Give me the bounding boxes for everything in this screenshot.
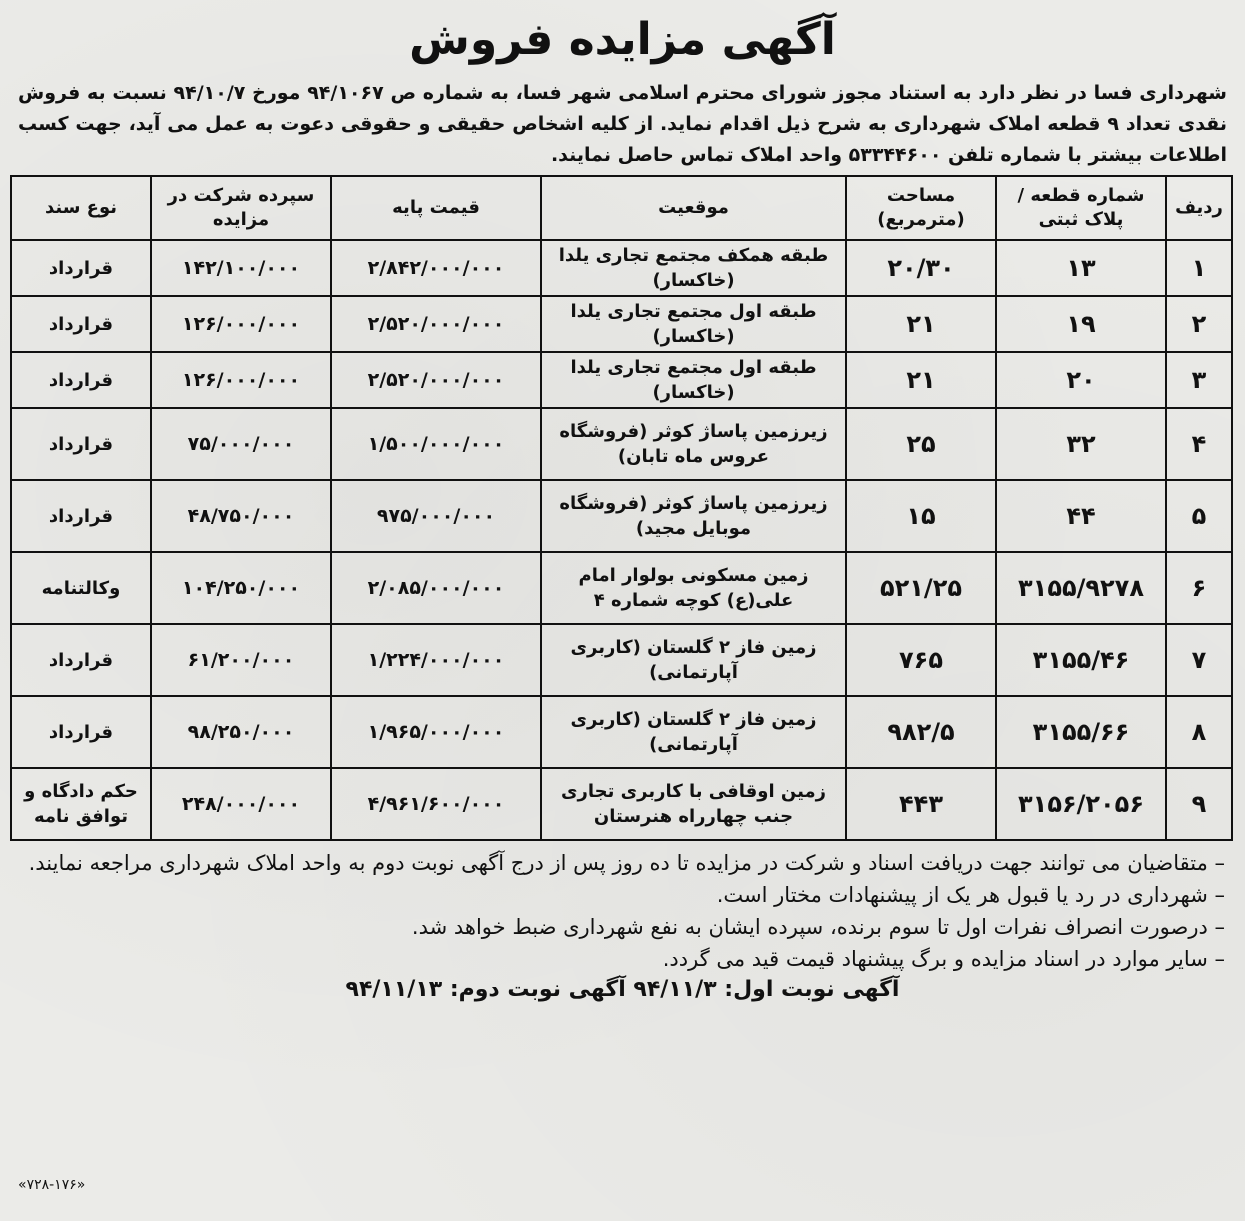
- cell-location: طبقه همکف مجتمع تجاری یلدا (خاکسار): [541, 240, 846, 296]
- notice-conditions: [12, 847, 1233, 975]
- cell-row-number: ۲: [1166, 296, 1232, 352]
- cell-doc-type: قرارداد: [11, 408, 151, 480]
- cell-row-number: ۶: [1166, 552, 1232, 624]
- cell-location: زمین اوقافی با کاربری تجاری جنب چهارراه هنرستان: [541, 768, 846, 840]
- cell-plot-number: ۳۱۵۵/۶۶: [996, 696, 1166, 768]
- cell-plot-number: ۴۴: [996, 480, 1166, 552]
- publication-dates: آگهی نوبت اول: ۹۴/۱۱/۳ آگهی نوبت دوم: ۹۴/۱۱/۱۳: [345, 977, 900, 1002]
- condition-item: – شهرداری در رد یا قبول هر یک از پیشنهادات مختار است.: [716, 883, 1225, 907]
- cell-plot-number: ۱۹: [996, 296, 1166, 352]
- cell-row-number: ۵: [1166, 480, 1232, 552]
- table-row: [11, 352, 1232, 408]
- condition-item: – سایر موارد در اسناد مزایده و برگ پیشنهاد قیمت قید می گردد.: [662, 947, 1225, 971]
- cell-location: طبقه اول مجتمع تجاری یلدا (خاکسار): [541, 296, 846, 352]
- condition-item: – متقاضیان می توانند جهت دریافت اسناد و شرکت در مزایده تا ده روز پس از درج آگهی نوبت دوم به واحد املاک شهرداری مراجعه نمایند.: [28, 851, 1225, 875]
- notice-title: آگهی مزایده فروش: [409, 14, 836, 65]
- table-row: [11, 624, 1232, 696]
- cell-base-price: ۱/۹۶۵/۰۰۰/۰۰۰: [331, 696, 541, 768]
- cell-area: ۲۱: [846, 352, 996, 408]
- cell-deposit: ۴۸/۷۵۰/۰۰۰: [151, 480, 331, 552]
- cell-location: زیرزمین پاساژ کوثر (فروشگاه عروس ماه تابان): [541, 408, 846, 480]
- cell-area: ۲۱: [846, 296, 996, 352]
- header-plot-number: شماره قطعه / پلاک ثبتی: [996, 176, 1166, 240]
- cell-plot-number: ۳۱۵۵/۴۶: [996, 624, 1166, 696]
- header-location: موقعیت: [541, 176, 846, 240]
- cell-location: زیرزمین پاساژ کوثر (فروشگاه موبایل مجید): [541, 480, 846, 552]
- cell-doc-type: وکالتنامه: [11, 552, 151, 624]
- cell-base-price: ۲/۵۲۰/۰۰۰/۰۰۰: [331, 296, 541, 352]
- cell-location: زمین مسکونی بولوار امام علی(ع) کوچه شماره ۴: [541, 552, 846, 624]
- cell-location: طبقه اول مجتمع تجاری یلدا (خاکسار): [541, 352, 846, 408]
- header-row-number: ردیف: [1166, 176, 1232, 240]
- cell-deposit: ۹۸/۲۵۰/۰۰۰: [151, 696, 331, 768]
- cell-row-number: ۷: [1166, 624, 1232, 696]
- cell-plot-number: ۳۲: [996, 408, 1166, 480]
- table-row: [11, 480, 1232, 552]
- cell-deposit: ۷۵/۰۰۰/۰۰۰: [151, 408, 331, 480]
- table-row: [11, 240, 1232, 296]
- cell-doc-type: قرارداد: [11, 352, 151, 408]
- cell-doc-type: قرارداد: [11, 624, 151, 696]
- cell-row-number: ۹: [1166, 768, 1232, 840]
- cell-area: ۹۸۲/۵: [846, 696, 996, 768]
- cell-row-number: ۱: [1166, 240, 1232, 296]
- reference-code: «۷۲۸-۱۷۶»: [18, 1177, 86, 1193]
- table-row: [11, 552, 1232, 624]
- condition-item: – درصورت انصراف نفرات اول تا سوم برنده، سپرده ایشان به نفع شهرداری ضبط خواهد شد.: [411, 915, 1225, 939]
- header-area: مساحت (مترمربع): [846, 176, 996, 240]
- table-row: [11, 768, 1232, 840]
- cell-area: ۴۴۳: [846, 768, 996, 840]
- cell-area: ۱۵: [846, 480, 996, 552]
- cell-row-number: ۸: [1166, 696, 1232, 768]
- cell-plot-number: ۲۰: [996, 352, 1166, 408]
- cell-base-price: ۹۷۵/۰۰۰/۰۰۰: [331, 480, 541, 552]
- cell-area: ۲۰/۳۰: [846, 240, 996, 296]
- header-doc-type: نوع سند: [11, 176, 151, 240]
- table-row: [11, 296, 1232, 352]
- cell-base-price: ۲/۵۲۰/۰۰۰/۰۰۰: [331, 352, 541, 408]
- table-row: [11, 408, 1232, 480]
- cell-base-price: ۱/۵۰۰/۰۰۰/۰۰۰: [331, 408, 541, 480]
- cell-plot-number: ۱۳: [996, 240, 1166, 296]
- header-deposit: سپرده شرکت در مزایده: [151, 176, 331, 240]
- cell-row-number: ۳: [1166, 352, 1232, 408]
- cell-deposit: ۱۲۶/۰۰۰/۰۰۰: [151, 296, 331, 352]
- table-header-row: [11, 176, 1232, 240]
- cell-plot-number: ۳۱۵۶/۲۰۵۶: [996, 768, 1166, 840]
- cell-location: زمین فاز ۲ گلستان (کاربری آپارتمانی): [541, 624, 846, 696]
- notice-intro: شهرداری فسا در نظر دارد به استناد مجوز شورای محترم اسلامی شهر فسا، به شماره ص ۹۴/۱۰۶۷ مورخ ۹۴/۱۰/۷ نسبت به فروش نقدی تعداد ۹ قطعه املاک شهرداری به شرح ذیل اقدام نماید. از کلیه اشخاص حقیقی و حقوقی دعوت به عمل می آید، جهت کسب اطلاعات بیشتر با شماره تلفن ۵۳۳۴۴۶۰۰ واحد املاک تماس حاصل نمایند.: [18, 82, 1227, 166]
- table-row: [11, 696, 1232, 768]
- cell-deposit: ۱۴۲/۱۰۰/۰۰۰: [151, 240, 331, 296]
- cell-area: ۲۵: [846, 408, 996, 480]
- cell-base-price: ۱/۲۲۴/۰۰۰/۰۰۰: [331, 624, 541, 696]
- cell-deposit: ۲۴۸/۰۰۰/۰۰۰: [151, 768, 331, 840]
- cell-base-price: ۲/۸۴۲/۰۰۰/۰۰۰: [331, 240, 541, 296]
- cell-row-number: ۴: [1166, 408, 1232, 480]
- cell-plot-number: ۳۱۵۵/۹۲۷۸: [996, 552, 1166, 624]
- cell-base-price: ۴/۹۶۱/۶۰۰/۰۰۰: [331, 768, 541, 840]
- properties-table: [10, 175, 1233, 841]
- cell-location: زمین فاز ۲ گلستان (کاربری آپارتمانی): [541, 696, 846, 768]
- cell-deposit: ۶۱/۲۰۰/۰۰۰: [151, 624, 331, 696]
- cell-doc-type: قرارداد: [11, 296, 151, 352]
- cell-doc-type: قرارداد: [11, 480, 151, 552]
- cell-area: ۷۶۵: [846, 624, 996, 696]
- cell-base-price: ۲/۰۸۵/۰۰۰/۰۰۰: [331, 552, 541, 624]
- cell-area: ۵۲۱/۲۵: [846, 552, 996, 624]
- cell-deposit: ۱۰۴/۲۵۰/۰۰۰: [151, 552, 331, 624]
- cell-doc-type: حکم دادگاه و توافق نامه: [11, 768, 151, 840]
- header-base-price: قیمت پایه: [331, 176, 541, 240]
- cell-doc-type: قرارداد: [11, 240, 151, 296]
- cell-doc-type: قرارداد: [11, 696, 151, 768]
- cell-deposit: ۱۲۶/۰۰۰/۰۰۰: [151, 352, 331, 408]
